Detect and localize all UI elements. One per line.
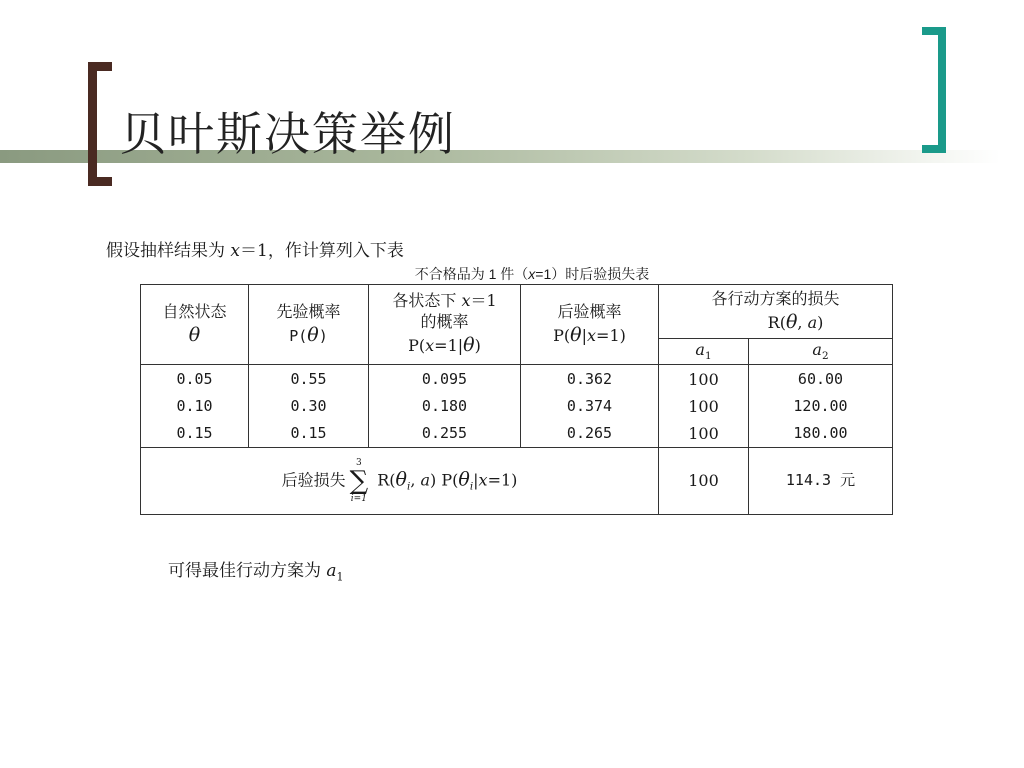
formula-p-mid: |	[473, 470, 479, 490]
posterior-formula-mid: |	[581, 325, 587, 345]
header-state	[141, 285, 249, 365]
table-cell: 0.55	[290, 369, 327, 388]
table-cell: 0.15	[176, 423, 213, 442]
posterior-formula-prefix: P(	[553, 325, 571, 345]
conclusion-var: a	[326, 561, 337, 581]
prior-formula-prefix: P(	[289, 326, 308, 345]
sigma-symbol: 3 ∑ i=1	[349, 458, 369, 504]
theta-symbol: θ	[307, 323, 319, 346]
sub-i: i	[469, 480, 474, 493]
loss-formula-mid: ,	[797, 312, 808, 332]
table-cell: 0.362	[566, 369, 613, 388]
likelihood-line1-var: x	[461, 291, 471, 311]
formula-r-suffix: )	[430, 470, 437, 490]
sub-i: i	[406, 480, 411, 493]
conclusion-sub: 1	[336, 570, 344, 584]
posterior-column	[521, 365, 659, 448]
table-cell: 100	[688, 396, 719, 416]
a2-sub: 2	[821, 349, 829, 362]
table-cell: 180.00	[793, 423, 848, 442]
caption-suffix: =1）时后验损失表	[535, 266, 650, 282]
loss-formula-prefix: R(	[767, 312, 786, 332]
header-state-label: 自然状态	[162, 301, 227, 321]
table-cell: 0.265	[566, 423, 613, 442]
formula-p-suffix: =1)	[487, 470, 518, 490]
likelihood-line1-suffix: ＝1	[470, 291, 497, 311]
table-cell: 100	[688, 369, 719, 389]
table-cell: 0.15	[290, 423, 327, 442]
header-prior-label: 先验概率	[276, 301, 341, 321]
likelihood-line1-prefix: 各状态下	[392, 291, 462, 311]
table-cell: 100	[688, 423, 719, 443]
theta-symbol: θ	[458, 468, 470, 491]
table-cell: 120.00	[793, 396, 848, 415]
table-caption	[0, 264, 1024, 284]
posterior-formula-var: x	[587, 325, 597, 345]
intro-text	[106, 236, 404, 261]
theta-symbol: θ	[188, 323, 201, 346]
table-cell: 0.30	[290, 396, 327, 415]
loss-formula-suffix: )	[817, 312, 824, 332]
conclusion-prefix: 可得最佳行动方案为	[168, 561, 327, 581]
summary-a1-value: 100	[659, 448, 749, 515]
loss-a1-column	[659, 365, 749, 448]
theta-symbol: θ	[463, 333, 475, 356]
conclusion-text	[168, 556, 344, 583]
summary-a2-value: 114.3 元	[749, 448, 893, 515]
posterior-loss-table	[140, 284, 893, 515]
header-posterior-label: 后验概率	[557, 301, 622, 321]
theta-column	[141, 365, 249, 448]
theta-symbol: θ	[570, 323, 582, 346]
caption-prefix: 不合格品为 1 件（	[414, 266, 529, 282]
formula-p-prefix: P(	[436, 470, 459, 490]
table-cell: 0.10	[176, 396, 213, 415]
loss-formula-var: a	[807, 312, 818, 332]
likelihood-line2: 的概率	[420, 312, 469, 332]
a1-sub: 1	[704, 349, 712, 362]
table-cell: 0.095	[421, 369, 468, 388]
table-cell: 0.255	[421, 423, 468, 442]
table-cell: 60.00	[797, 369, 844, 388]
sigma-lower: i=1	[350, 494, 367, 504]
intro-var: x	[230, 241, 240, 261]
header-posterior	[521, 285, 659, 365]
prior-formula-suffix: )	[318, 326, 328, 345]
caption-var: x	[528, 266, 536, 282]
loss-a2-column	[749, 365, 893, 448]
formula-r-prefix: R(	[372, 470, 396, 490]
table-cell: 0.05	[176, 369, 213, 388]
theta-symbol: θ	[395, 468, 407, 491]
intro-prefix: 假设抽样结果为	[106, 241, 231, 261]
sigma-upper: 3	[356, 458, 362, 468]
table-cell: 0.374	[566, 396, 613, 415]
posterior-loss-formula	[141, 448, 659, 515]
likelihood-formula-prefix: P(	[408, 335, 426, 355]
posterior-formula-suffix: =1)	[596, 325, 626, 345]
likelihood-formula-mid: =1|	[434, 335, 464, 355]
a1-var: a	[695, 339, 705, 359]
summary-label: 后验损失	[281, 470, 346, 490]
header-loss	[659, 285, 893, 339]
likelihood-formula-suffix: )	[474, 335, 481, 355]
likelihood-formula-var: x	[425, 335, 435, 355]
likelihood-column	[369, 365, 521, 448]
formula-r-mid: ,	[410, 470, 421, 490]
right-bracket-decoration	[922, 27, 946, 153]
intro-suffix: ＝1，作计算列入下表	[240, 241, 404, 261]
var-a: a	[420, 470, 431, 490]
prior-column	[249, 365, 369, 448]
header-prior	[249, 285, 369, 365]
header-loss-label: 各行动方案的损失	[711, 288, 840, 308]
header-a1	[659, 339, 749, 365]
header-likelihood	[369, 285, 521, 365]
theta-symbol: θ	[785, 310, 798, 333]
var-x: x	[478, 470, 488, 490]
left-bracket-decoration	[88, 62, 112, 186]
slide-title: 贝叶斯决策举例	[120, 107, 456, 161]
table-cell: 0.180	[421, 396, 468, 415]
header-a2	[749, 339, 893, 365]
a2-var: a	[812, 339, 822, 359]
